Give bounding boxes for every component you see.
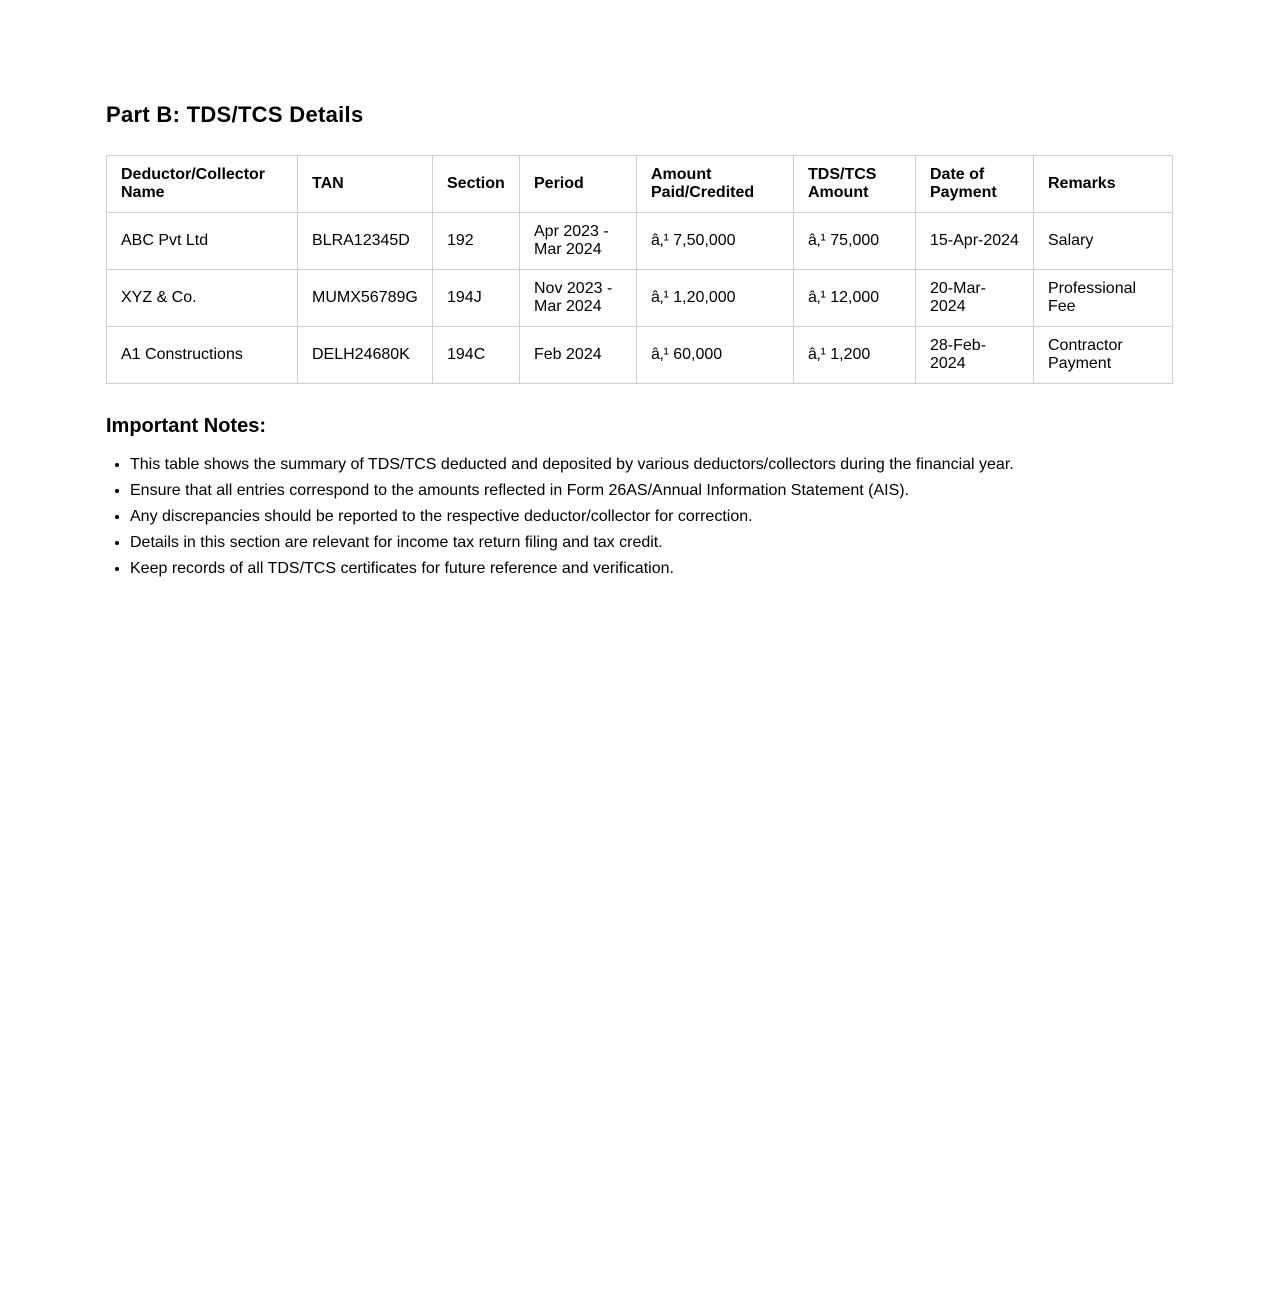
notes-list <box>106 452 1170 582</box>
header-tan: TAN <box>298 156 433 213</box>
cell-amount-paid: â‚¹ 60,000 <box>637 327 794 384</box>
cell-section: 194J <box>433 270 520 327</box>
table-row <box>107 327 1173 384</box>
list-item: • Keep records of all TDS/TCS certificates for future reference and verification. <box>130 556 1170 582</box>
tds-tcs-table <box>106 155 1173 384</box>
notes-title: Important Notes: <box>106 415 266 437</box>
cell-tds-amount: â‚¹ 1,200 <box>794 327 916 384</box>
cell-remarks: Contractor Payment <box>1034 327 1173 384</box>
table-row <box>107 213 1173 270</box>
cell-period: Nov 2023 - Mar 2024 <box>520 270 637 327</box>
cell-amount-paid: â‚¹ 1,20,000 <box>637 270 794 327</box>
table-header-row <box>107 156 1173 213</box>
document-page <box>106 100 1172 577</box>
cell-period: Apr 2023 - Mar 2024 <box>520 213 637 270</box>
cell-date-of-payment: 28-Feb-2024 <box>916 327 1034 384</box>
cell-deductor-name: ABC Pvt Ltd <box>107 213 298 270</box>
cell-tan: MUMX56789G <box>298 270 433 327</box>
cell-date-of-payment: 15-Apr-2024 <box>916 213 1034 270</box>
list-item: • Details in this section are relevant for income tax return filing and tax credit. <box>130 530 1170 556</box>
section-title: Part B: TDS/TCS Details <box>106 102 364 127</box>
cell-tds-amount: â‚¹ 75,000 <box>794 213 916 270</box>
cell-section: 194C <box>433 327 520 384</box>
list-item: • Ensure that all entries correspond to the amounts reflected in Form 26AS/Annual Information Statement (AIS). <box>130 478 1170 504</box>
cell-tan: BLRA12345D <box>298 213 433 270</box>
header-period: Period <box>520 156 637 213</box>
cell-section: 192 <box>433 213 520 270</box>
cell-tds-amount: â‚¹ 12,000 <box>794 270 916 327</box>
header-date-of-payment: Date of Payment <box>916 156 1034 213</box>
list-item: • This table shows the summary of TDS/TCS deducted and deposited by various deductors/collectors during the financial year. <box>130 452 1170 478</box>
header-tds-amount: TDS/TCS Amount <box>794 156 916 213</box>
cell-deductor-name: A1 Constructions <box>107 327 298 384</box>
table-row <box>107 270 1173 327</box>
header-amount-paid: Amount Paid/Credited <box>637 156 794 213</box>
header-section: Section <box>433 156 520 213</box>
header-remarks: Remarks <box>1034 156 1173 213</box>
cell-remarks: Professional Fee <box>1034 270 1173 327</box>
cell-amount-paid: â‚¹ 7,50,000 <box>637 213 794 270</box>
cell-remarks: Salary <box>1034 213 1173 270</box>
cell-tan: DELH24680K <box>298 327 433 384</box>
cell-deductor-name: XYZ & Co. <box>107 270 298 327</box>
list-item: • Any discrepancies should be reported to the respective deductor/collector for correction. <box>130 504 1170 530</box>
header-deductor-name: Deductor/Collector Name <box>107 156 298 213</box>
cell-period: Feb 2024 <box>520 327 637 384</box>
cell-date-of-payment: 20-Mar-2024 <box>916 270 1034 327</box>
